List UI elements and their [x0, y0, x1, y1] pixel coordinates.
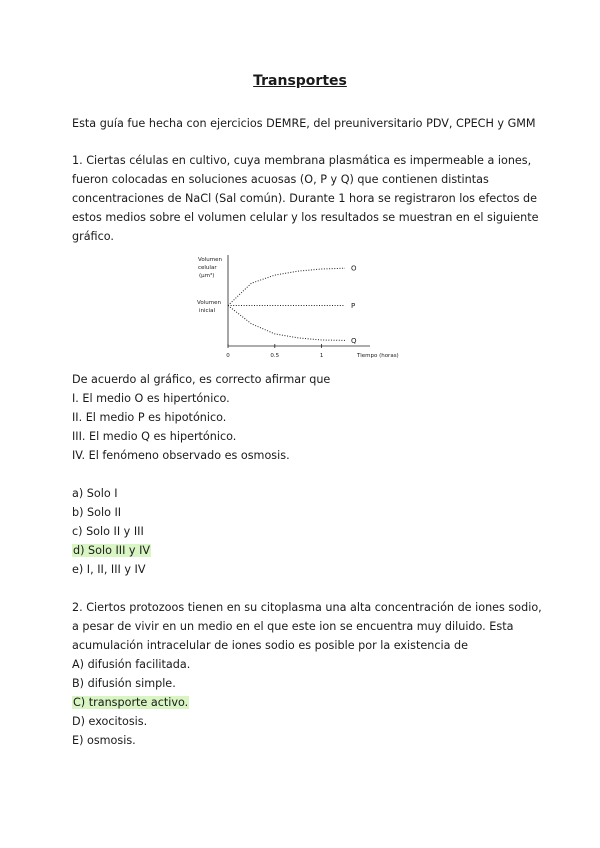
q1-line: gráfico.	[72, 230, 114, 243]
q1-statement: III. El medio Q es hipertónico.	[72, 430, 237, 443]
x-tick-label: 0	[226, 353, 230, 359]
series-label-Q: Q	[351, 336, 357, 345]
q1-statement: IV. El fenómeno observado es osmosis.	[72, 449, 290, 462]
cell-volume-chart	[190, 250, 420, 365]
q1-option-b[interactable]: b) Solo II	[72, 506, 122, 519]
q1-prompt: De acuerdo al gráfico, es correcto afirmar que	[72, 373, 331, 386]
q2-option-a[interactable]: A) difusión facilitada.	[72, 658, 191, 671]
q1-line: fueron colocadas en soluciones acuosas (O, P y Q) que contienen distintas	[72, 173, 489, 186]
y-reference-label-line2: inicial	[199, 308, 215, 314]
q1-option-a[interactable]: a) Solo I	[72, 487, 118, 500]
q2-option-e[interactable]: E) osmosis.	[72, 734, 136, 747]
q1-line: estos medios sobre el volumen celular y los resultados se muestran en el siguiente	[72, 211, 539, 224]
q1-option-c[interactable]: c) Solo II y III	[72, 525, 144, 538]
y-reference-label-line1: Volumen	[197, 300, 221, 306]
q2-option-b[interactable]: B) difusión simple.	[72, 677, 176, 690]
answer-highlight: d) Solo III y IV	[73, 544, 151, 557]
q2-option-c[interactable]	[72, 696, 189, 710]
q1-statement: I. El medio O es hipertónico.	[72, 392, 230, 405]
x-axis-label: Tiempo (horas)	[357, 353, 399, 359]
y-axis-label-line3: (μm³)	[199, 273, 215, 279]
y-axis-label-line1: Volumen	[198, 257, 222, 263]
series-label-O: O	[351, 264, 357, 273]
q2-line: a pesar de vivir en un medio en el que este ion se encuentra muy diluido. Esta	[72, 620, 514, 633]
q2-option-d[interactable]: D) exocitosis.	[72, 715, 148, 728]
page-title: Transportes	[253, 73, 347, 89]
series-label-P: P	[351, 302, 356, 310]
x-tick-label: 0.5	[270, 353, 280, 359]
q1-option-d[interactable]	[72, 544, 151, 558]
series-line-O	[228, 268, 345, 305]
q1-line: 1. Ciertas células en cultivo, cuya membrana plasmática es impermeable a iones,	[72, 154, 532, 167]
intro-text: Esta guía fue hecha con ejercicios DEMRE, del preuniversitario PDV, CPECH y GMM	[72, 117, 536, 130]
series-line-Q	[228, 306, 345, 341]
y-axis-label-line2: celular	[198, 265, 217, 271]
q1-line: concentraciones de NaCl (Sal común). Durante 1 hora se registraron los efectos de	[72, 192, 538, 205]
q2-line: acumulación intracelular de iones sodio es posible por la existencia de	[72, 639, 469, 652]
x-tick-label: 1	[319, 353, 324, 359]
q1-option-e[interactable]: e) I, II, III y IV	[72, 563, 146, 576]
q2-line: 2. Ciertos protozoos tienen en su citoplasma una alta concentración de iones sodio,	[72, 601, 542, 614]
q1-statement: II. El medio P es hipotónico.	[72, 411, 227, 424]
answer-highlight: C) transporte activo.	[73, 696, 189, 709]
